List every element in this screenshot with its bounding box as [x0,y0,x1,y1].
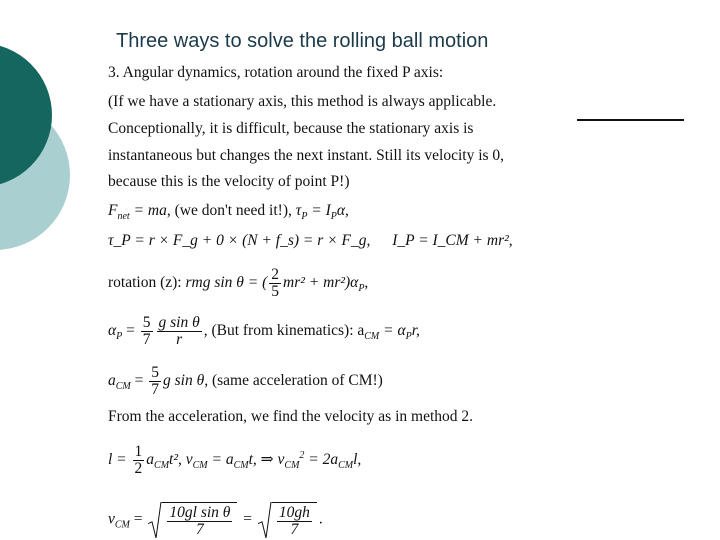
equation-alpha [108,315,420,348]
radical-sign [258,502,272,538]
sqrt-fraction [277,505,312,538]
torque-subscript: P [301,211,308,223]
fraction-numerator: 5 [142,314,151,331]
equals-sign: = [134,372,144,390]
acm-rhs: g sin θ, [163,372,209,390]
equation-torque-inertia [108,232,513,250]
alpha-subscript: P [116,331,123,343]
torque-equation: τ_P = r × F_g + 0 × (N + f_s) = r × F_g, [108,232,371,249]
period: . [318,510,323,528]
fraction-denominator: 7 [290,521,299,538]
paragraph-line-3: instantaneous but changes the next instant. Still its velocity is 0, [108,147,505,164]
square-root-1 [148,502,237,538]
fraction-numerator: 5 [151,364,159,381]
fraction-denominator: 7 [151,381,159,398]
equation-kinematics [108,444,361,477]
paragraph-line-2: Conceptionally, it is difficult, because the stationary axis is [108,120,474,137]
vcm-subscript: CM [284,460,300,472]
fraction-numerator: g sin θ [158,314,200,331]
alpha-symbol: α [108,322,117,340]
five-sevenths-fraction [149,365,161,398]
five-sevenths-fraction [141,315,153,348]
vcm-subscript: CM [114,519,130,531]
comma: , [345,202,349,219]
equals-sign: = [126,322,135,340]
kinematics-note: , (But from kinematics): a [203,322,365,340]
decorative-circles [0,0,110,300]
fraction-denominator: 2 [134,460,143,477]
fraction-numerator: 10gl sin θ [169,504,231,521]
equation-rotation [108,267,368,300]
equation-acm [108,365,383,398]
acm-subscript: CM [115,381,131,393]
fraction-denominator: 7 [196,521,204,538]
fraction-denominator: 5 [271,283,280,300]
equation-note: , (we don't need it!), [166,202,292,219]
radical-sign [148,502,162,538]
equation-final-velocity [108,502,323,538]
rotation-label: rotation (z): [108,274,182,292]
one-half-fraction [133,444,145,477]
square-exponent: 2 [299,449,305,461]
velocity-method-line: From the acceleration, we find the velocity as in method 2. [108,408,473,425]
distance-lhs: l = [108,451,127,469]
square-root-2 [258,502,317,538]
fraction-numerator: 1 [134,443,143,460]
acm-symbol: a [108,372,116,390]
acm-symbol: a [146,451,155,469]
distance-term: l, [353,451,362,469]
two-acm-term: = 2a [308,451,339,469]
sqrt-fraction [167,505,232,538]
alpha-rhs: = α [383,322,406,340]
force-subscript: net [117,211,130,223]
rotation-subscript: P [358,283,365,295]
acm-subscript: CM [233,460,249,472]
paragraph-line-4: because this is the velocity of point P!) [108,173,350,190]
fraction-numerator: 10gh [278,504,310,521]
parallel-axis-equation: I_P = I_CM + mr², [392,232,513,249]
fraction-denominator: 7 [142,331,151,348]
g-sin-over-r-fraction [157,315,202,348]
equals-sign: = [243,510,253,528]
force-symbol: F [108,202,118,219]
velocity-rhs: = a [211,451,234,469]
two-fifths-fraction [269,267,281,300]
rotation-lhs: rmg sin θ = ( [185,274,268,292]
radius-term: r, [411,322,420,340]
fraction-denominator: r [176,331,183,348]
acm-subscript: CM [364,331,380,343]
comma: , [364,274,369,292]
vcm-subscript: CM [192,460,208,472]
torque-symbol: τ [295,202,302,219]
equals-sign: = [133,510,143,528]
alpha-symbol: α [336,202,346,219]
acm-note: (same acceleration of CM!) [211,372,383,390]
acm-subscript: CM [154,460,170,472]
acm-subscript: CM [338,460,354,472]
paragraph-line-1: (If we have a stationary axis, this method is always applicable. [108,93,497,110]
slide-title: Three ways to solve the rolling ball motion [116,30,489,52]
alpha-subscript: P [405,331,412,343]
vcm-symbol: v [108,510,115,528]
implies-term: t, ⇒ v [248,451,285,469]
inertia-symbol: = I [311,202,331,219]
divider-line [577,119,684,121]
rotation-rhs: mr² + mr²)α [283,274,359,292]
equation-forces-torque [108,202,349,226]
newton-rhs: = ma [133,202,167,219]
inertia-subscript: P [330,211,337,223]
heading-line: 3. Angular dynamics, rotation around the fixed P axis: [108,64,444,81]
time-squared-term: t², v [169,451,193,469]
fraction-numerator: 2 [271,266,280,283]
